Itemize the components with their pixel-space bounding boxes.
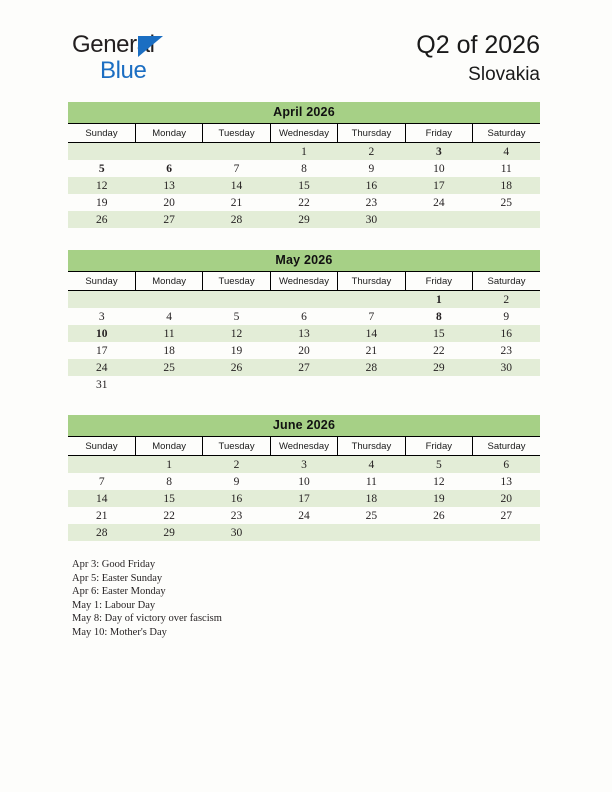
calendar-day: 23 <box>473 342 540 359</box>
calendar-day-empty <box>338 291 405 309</box>
calendar-day: 13 <box>473 473 540 490</box>
calendar-day: 3 <box>68 308 135 325</box>
weekday-header-monday: Monday <box>135 437 202 456</box>
calendar-day-empty <box>270 524 337 541</box>
calendar-day-empty <box>338 524 405 541</box>
calendar-day-empty <box>473 524 540 541</box>
calendar-day: 21 <box>203 194 270 211</box>
page-subtitle: Slovakia <box>468 64 540 85</box>
weekday-header-row <box>68 272 540 291</box>
calendar-day: 23 <box>338 194 405 211</box>
calendar-day: 25 <box>338 507 405 524</box>
weekday-header-monday: Monday <box>135 272 202 291</box>
logo-top-row <box>72 33 155 58</box>
calendar-day: 19 <box>68 194 135 211</box>
calendar-day: 24 <box>68 359 135 376</box>
calendar-day: 16 <box>473 325 540 342</box>
calendar-week-row <box>68 359 540 376</box>
calendar-day: 7 <box>203 160 270 177</box>
calendar-week-row <box>68 177 540 194</box>
calendar-day: 30 <box>203 524 270 541</box>
calendar-week-row <box>68 490 540 507</box>
weekday-header-wednesday: Wednesday <box>270 272 337 291</box>
calendar-day: 10 <box>405 160 472 177</box>
month-block <box>68 415 540 541</box>
calendar-day-empty <box>135 143 202 161</box>
calendar-day: 24 <box>405 194 472 211</box>
calendar-day: 15 <box>135 490 202 507</box>
page-header <box>0 0 612 96</box>
holiday-legend-item: Apr 5: Easter Sunday <box>72 572 163 584</box>
weekday-header-tuesday: Tuesday <box>203 124 270 143</box>
calendar-day: 28 <box>338 359 405 376</box>
calendar-day-empty <box>68 291 135 309</box>
calendar-day: 26 <box>405 507 472 524</box>
calendar-day: 5 <box>203 308 270 325</box>
weekday-header-friday: Friday <box>405 437 472 456</box>
calendar-day: 20 <box>135 194 202 211</box>
calendar-day: 15 <box>405 325 472 342</box>
calendar-day: 4 <box>338 456 405 474</box>
calendar-day: 26 <box>203 359 270 376</box>
brand-logo <box>72 33 155 83</box>
calendar-day: 2 <box>203 456 270 474</box>
calendar-day-empty <box>203 376 270 393</box>
month-title: June 2026 <box>68 415 540 437</box>
calendar-day: 1 <box>135 456 202 474</box>
calendar-day-empty <box>405 211 472 228</box>
calendar-day: 25 <box>135 359 202 376</box>
calendar-week-row <box>68 524 540 541</box>
calendar-week-row <box>68 376 540 393</box>
calendar-day-empty <box>203 291 270 309</box>
calendar-day: 11 <box>338 473 405 490</box>
calendar-day-holiday: 8 <box>405 308 472 325</box>
calendar-day: 18 <box>135 342 202 359</box>
calendar-week-row <box>68 160 540 177</box>
calendar-day: 24 <box>270 507 337 524</box>
holiday-legend-item: May 8: Day of victory over fascism <box>72 613 222 625</box>
calendar-day-empty <box>405 524 472 541</box>
calendar-day: 19 <box>203 342 270 359</box>
calendar-day: 8 <box>270 160 337 177</box>
calendar-day: 18 <box>473 177 540 194</box>
month-title: April 2026 <box>68 102 540 124</box>
weekday-header-wednesday: Wednesday <box>270 437 337 456</box>
calendar-day-empty <box>68 456 135 474</box>
calendar-day: 27 <box>135 211 202 228</box>
calendar-day: 23 <box>203 507 270 524</box>
calendar-day-empty <box>473 376 540 393</box>
weekday-header-tuesday: Tuesday <box>203 437 270 456</box>
weekday-header-monday: Monday <box>135 124 202 143</box>
weekday-header-saturday: Saturday <box>473 272 540 291</box>
calendar-day: 6 <box>473 456 540 474</box>
calendar-day-empty <box>135 376 202 393</box>
calendar-day: 30 <box>473 359 540 376</box>
calendar-day: 14 <box>68 490 135 507</box>
calendar-table <box>68 272 540 393</box>
calendar-day: 19 <box>405 490 472 507</box>
calendar-day: 31 <box>68 376 135 393</box>
calendar-day: 13 <box>270 325 337 342</box>
calendar-day: 9 <box>473 308 540 325</box>
calendar-day-holiday: 10 <box>68 325 135 342</box>
calendar-week-row <box>68 211 540 228</box>
calendar-day: 7 <box>68 473 135 490</box>
calendar-day: 20 <box>473 490 540 507</box>
calendar-day-holiday: 6 <box>135 160 202 177</box>
calendar-week-row <box>68 308 540 325</box>
calendar-day-holiday: 3 <box>405 143 472 161</box>
calendar-day: 29 <box>270 211 337 228</box>
calendar-week-row <box>68 342 540 359</box>
calendar-week-row <box>68 291 540 309</box>
weekday-header-friday: Friday <box>405 272 472 291</box>
calendar-day: 29 <box>405 359 472 376</box>
calendar-week-row <box>68 507 540 524</box>
calendar-week-row <box>68 473 540 490</box>
month-title: May 2026 <box>68 250 540 272</box>
calendar-day-empty <box>135 291 202 309</box>
calendar-day: 30 <box>338 211 405 228</box>
calendar-day: 1 <box>270 143 337 161</box>
calendar-day: 17 <box>68 342 135 359</box>
calendar-day: 25 <box>473 194 540 211</box>
calendar-day: 16 <box>203 490 270 507</box>
logo-triangle-icon <box>138 36 163 57</box>
weekday-header-friday: Friday <box>405 124 472 143</box>
page-title: Q2 of 2026 <box>416 31 540 59</box>
calendar-day: 22 <box>405 342 472 359</box>
calendar-day: 15 <box>270 177 337 194</box>
calendar-day: 2 <box>338 143 405 161</box>
calendar-day: 4 <box>135 308 202 325</box>
calendar-day-empty <box>473 211 540 228</box>
weekday-header-tuesday: Tuesday <box>203 272 270 291</box>
calendar-day: 4 <box>473 143 540 161</box>
calendar-day: 21 <box>338 342 405 359</box>
calendar-day: 18 <box>338 490 405 507</box>
weekday-header-wednesday: Wednesday <box>270 124 337 143</box>
calendar-day: 29 <box>135 524 202 541</box>
calendar-day: 10 <box>270 473 337 490</box>
holiday-legend-item: Apr 6: Easter Monday <box>72 586 166 598</box>
calendar-table <box>68 437 540 541</box>
calendar-day: 28 <box>68 524 135 541</box>
calendar-day: 16 <box>338 177 405 194</box>
weekday-header-sunday: Sunday <box>68 437 135 456</box>
weekday-header-sunday: Sunday <box>68 124 135 143</box>
calendar-day-holiday: 1 <box>405 291 472 309</box>
calendar-week-row <box>68 143 540 161</box>
calendar-day: 27 <box>270 359 337 376</box>
calendar-day-holiday: 5 <box>68 160 135 177</box>
calendar-week-row <box>68 325 540 342</box>
calendar-day: 12 <box>68 177 135 194</box>
calendar-day: 11 <box>473 160 540 177</box>
calendar-table <box>68 124 540 228</box>
calendar-day: 13 <box>135 177 202 194</box>
logo-text-blue: Blue <box>100 57 147 84</box>
calendar-day: 26 <box>68 211 135 228</box>
weekday-header-row <box>68 124 540 143</box>
calendar-day: 27 <box>473 507 540 524</box>
calendar-day: 17 <box>270 490 337 507</box>
weekday-header-thursday: Thursday <box>338 124 405 143</box>
calendar-day: 12 <box>203 325 270 342</box>
calendar-day: 28 <box>203 211 270 228</box>
calendar-week-row <box>68 456 540 474</box>
weekday-header-sunday: Sunday <box>68 272 135 291</box>
calendar-day: 8 <box>135 473 202 490</box>
weekday-header-saturday: Saturday <box>473 124 540 143</box>
title-block <box>416 30 540 88</box>
holiday-legend <box>72 558 492 640</box>
calendar-day: 11 <box>135 325 202 342</box>
calendar-day: 3 <box>270 456 337 474</box>
holiday-legend-item: May 10: Mother's Day <box>72 626 167 638</box>
holiday-legend-item: May 1: Labour Day <box>72 599 156 611</box>
calendar-day: 9 <box>203 473 270 490</box>
month-block <box>68 102 540 228</box>
logo-text-general: General <box>72 31 155 58</box>
calendar-day-empty <box>405 376 472 393</box>
calendar-day: 7 <box>338 308 405 325</box>
calendar-day: 20 <box>270 342 337 359</box>
calendar-day-empty <box>203 143 270 161</box>
holiday-legend-item: Apr 3: Good Friday <box>72 559 156 570</box>
calendar-day-empty <box>270 376 337 393</box>
calendar-day: 6 <box>270 308 337 325</box>
month-block <box>68 250 540 393</box>
calendar-day: 12 <box>405 473 472 490</box>
weekday-header-saturday: Saturday <box>473 437 540 456</box>
calendar-day-empty <box>68 143 135 161</box>
calendar-day: 22 <box>270 194 337 211</box>
weekday-header-row <box>68 437 540 456</box>
month-calendars <box>68 102 540 563</box>
calendar-week-row <box>68 194 540 211</box>
calendar-day-empty <box>338 376 405 393</box>
calendar-day: 2 <box>473 291 540 309</box>
calendar-day: 5 <box>405 456 472 474</box>
calendar-day: 22 <box>135 507 202 524</box>
calendar-day: 17 <box>405 177 472 194</box>
calendar-day: 9 <box>338 160 405 177</box>
calendar-day-empty <box>270 291 337 309</box>
weekday-header-thursday: Thursday <box>338 272 405 291</box>
calendar-day: 14 <box>203 177 270 194</box>
calendar-day: 21 <box>68 507 135 524</box>
weekday-header-thursday: Thursday <box>338 437 405 456</box>
calendar-day: 14 <box>338 325 405 342</box>
